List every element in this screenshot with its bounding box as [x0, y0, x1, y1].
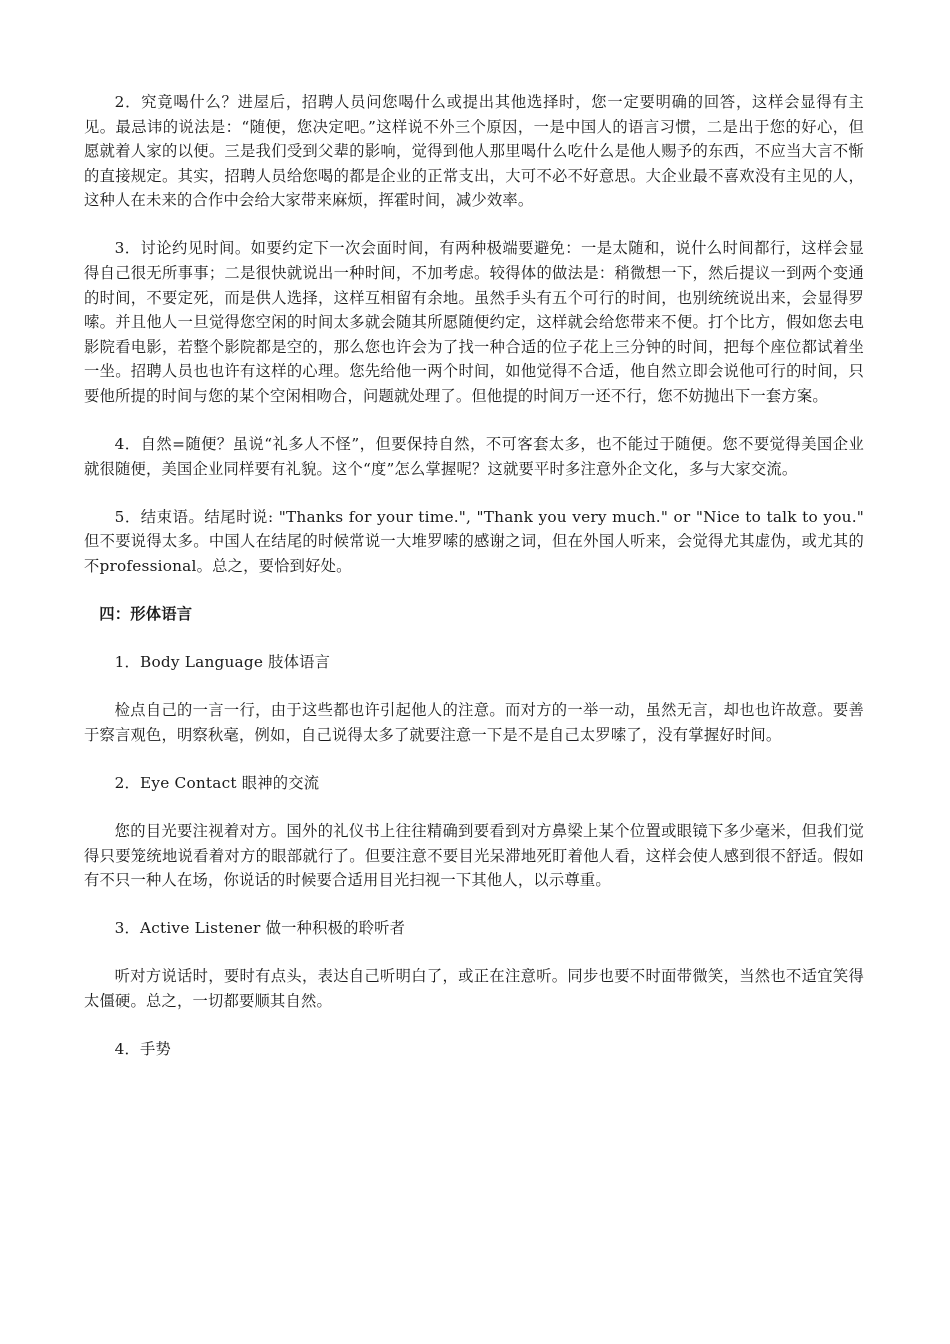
paragraph-what-to-drink: 2．究竟喝什么？进屋后，招聘人员问您喝什么或提出其他选择时，您一定要明确的回答，这样会显得有主见。最忌讳的说法是：“随便，您决定吧。”这样说不外三个原因，一是中国人的语言习惯，二是出于您的好心，但愿就着人家的以便。三是我们受到父辈的影响，觉得到他人那里喝什么吃什么是他人赐予的东西，不应当大言不惭的直接规定。其实，招聘人员给您喝的都是企业的正常支出，大可不必不好意思。大企业最不喜欢没有主见的人，这种人在未来的合作中会给大家带来麻烦，挥霍时间，减少效率。: [84, 93, 864, 210]
section-heading-body-language: 四：形体语言: [99, 605, 193, 624]
subheading-active-listener: 3．Active Listener 做一种积极的聆听者: [114, 919, 406, 938]
paragraph-natural-vs-casual: 4．自然=随便？虽说“礼多人不怪”，但要保持自然，不可客套太多，也不能过于随便。您不要觉得美国企业就很随便，美国企业同样要有礼貌。这个“度”怎么掌握呢？这就要平时多注意外企文化，多与大家交流。: [84, 435, 864, 478]
paragraph-body-language: 检点自己的一言一行，由于这些都也许引起他人的注意。而对方的一举一动，虽然无言，却也也许故意。要善于察言观色，明察秋毫，例如，自己说得太多了就要注意一下是不是自己太罗嗦了，没有掌握好时间。: [84, 701, 864, 744]
subheading-gestures: 4．手势: [114, 1040, 172, 1059]
paragraph-appointment-time: 3．讨论约见时间。如要约定下一次会面时间，有两种极端要避免：一是太随和，说什么时间都行，这样会显得自己很无所事事；二是很快就说出一种时间，不加考虑。较得体的做法是：稍微想一下，然后提议一到两个变通的时间，不要定死，而是供人选择，这样互相留有余地。虽然手头有五个可行的时间，也别统统说出来，会显得罗嗦。并且他人一旦觉得您空闲的时间太多就会随其所愿随便约定，这样就会给您带来不便。打个比方，假如您去电影院看电影，若整个影院都是空的，那么您也许会为了找一种合适的位子花上三分钟的时间，把每个座位都试着坐一坐。招聘人员也也许有这样的心理。您先给他一两个时间，如他觉得不合适，他自然立即会说他可行的时间，只要他所提的时间与您的某个空闲相吻合，问题就处理了。但他提的时间万一还不行，您不妨抛出下一套方案。: [84, 239, 864, 406]
paragraph-active-listener: 听对方说话时，要时有点头，表达自己听明白了，或正在注意听。同步也要不时面带微笑，当然也不适宜笑得太僵硬。总之，一切都要顺其自然。: [84, 967, 864, 1011]
subheading-eye-contact: 2．Eye Contact 眼神的交流: [114, 773, 320, 792]
document-page: [84, 90, 864, 1062]
paragraph-eye-contact: 您的目光要注视着对方。国外的礼仪书上往往精确到要看到对方鼻梁上某个位置或眼镜下多少毫米，但我们觉得只要笼统地说看着对方的眼部就行了。但要注意不要目光呆滞地死盯着他人看，这样会使人感到很不舒适。假如有不只一种人在场，你说话的时候要合适用目光扫视一下其他人，以示尊重。: [84, 822, 864, 890]
subheading-body-language: 1．Body Language 肢体语言: [114, 653, 331, 672]
paragraph-closing-remarks: 5．结束语。结尾时说: "Thanks for your time.", "Thank you very much." or "Nice to talk to you." 但不要说得太多。中国人在结尾的时候常说一大堆罗嗦的感谢之词，但在外国人听来，会觉得尤其虚伪，或尤其的不professional。总之，要恰到好处。: [84, 507, 864, 575]
